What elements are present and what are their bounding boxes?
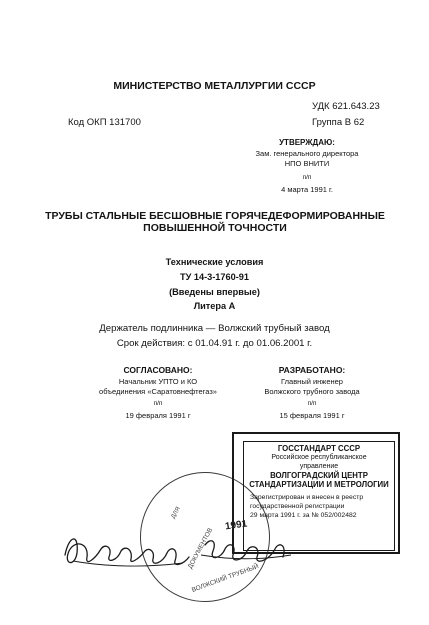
oval-stamp-ring-text: ВОЛЖСКИЙ ТРУБНЫЙ [190,563,260,594]
agreed-organization: объединения «Саратовнефтегаз» [99,387,217,396]
approval-title: УТВЕРЖДАЮ: [279,138,335,147]
ministry-heading: МИНИСТЕРСТВО МЕТАЛЛУРГИИ СССР [113,80,316,92]
validity-period: Срок действия: с 01.04.91 г. до 01.06.2001 г. [116,338,313,349]
udk-code: УДК 621.643.23 [312,101,380,112]
specification-block [0,255,429,314]
agreed-date: 19 февраля 1991 г [125,411,191,420]
developed-organization: Волжского трубного завода [264,387,360,396]
approval-block [232,138,382,196]
spec-type: Технические условия [165,257,264,267]
spec-introduced: (Введены впервые) [169,286,260,297]
okp-code: Код ОКП 131700 [68,117,141,128]
developed-position: Главный инженер [281,377,343,386]
approval-signature-mark: п/п [302,173,312,181]
handwritten-signatures [55,515,315,585]
developed-date: 15 февраля 1991 г [279,411,345,420]
oval-stamp-for-text: ДЛЯ [170,506,182,520]
document-title: ТРУБЫ СТАЛЬНЫЕ БЕСШОВНЫЕ ГОРЯЧЕДЕФОРМИРОВАННЫЕ ПОВЫШЕННОЙ ТОЧНОСТИ [45,210,385,234]
gs-department-2: управление [299,463,339,470]
oval-stamp-year: 1991 [224,518,248,533]
developed-header: РАЗРАБОТАНО: [278,365,346,375]
approval-position: Зам. генерального директора [255,148,359,158]
gs-registration-date: 29 марта 1991 г. за № 052/002482 [250,512,357,519]
original-holder: Держатель подлинника — Волжский трубный завод [99,323,330,334]
agreed-signature-mark: п/п [153,400,163,407]
approval-organization: НПО ВНИТИ [284,159,330,168]
developed-signature-mark: п/п [307,400,317,407]
developed-block [232,365,392,421]
approval-date: 4 марта 1991 г. [281,185,333,194]
gs-center: ВОЛГОГРАДСКИЙ ЦЕНТР [270,471,368,480]
oval-stamp-docs-text: ДОКУМЕНТОВ [186,527,215,570]
gs-agency: ГОССТАНДАРТ СССР [277,444,361,453]
spec-litera: Литера А [193,301,236,312]
agreed-block [78,365,238,421]
gs-center-2: СТАНДАРТИЗАЦИИ И МЕТРОЛОГИИ [249,480,389,489]
gs-registry: государственной регистрации [250,503,345,510]
gs-department: Российское республиканское [271,454,367,461]
gs-registered: Зарегистрирован и внесен в реестр [250,494,364,501]
spec-code: ТУ 14-3-1760-91 [179,271,250,282]
agreed-position: Начальник УПТО и КО [118,377,198,386]
agreed-header: СОГЛАСОВАНО: [123,365,193,375]
group-code: Группа В 62 [312,117,365,128]
